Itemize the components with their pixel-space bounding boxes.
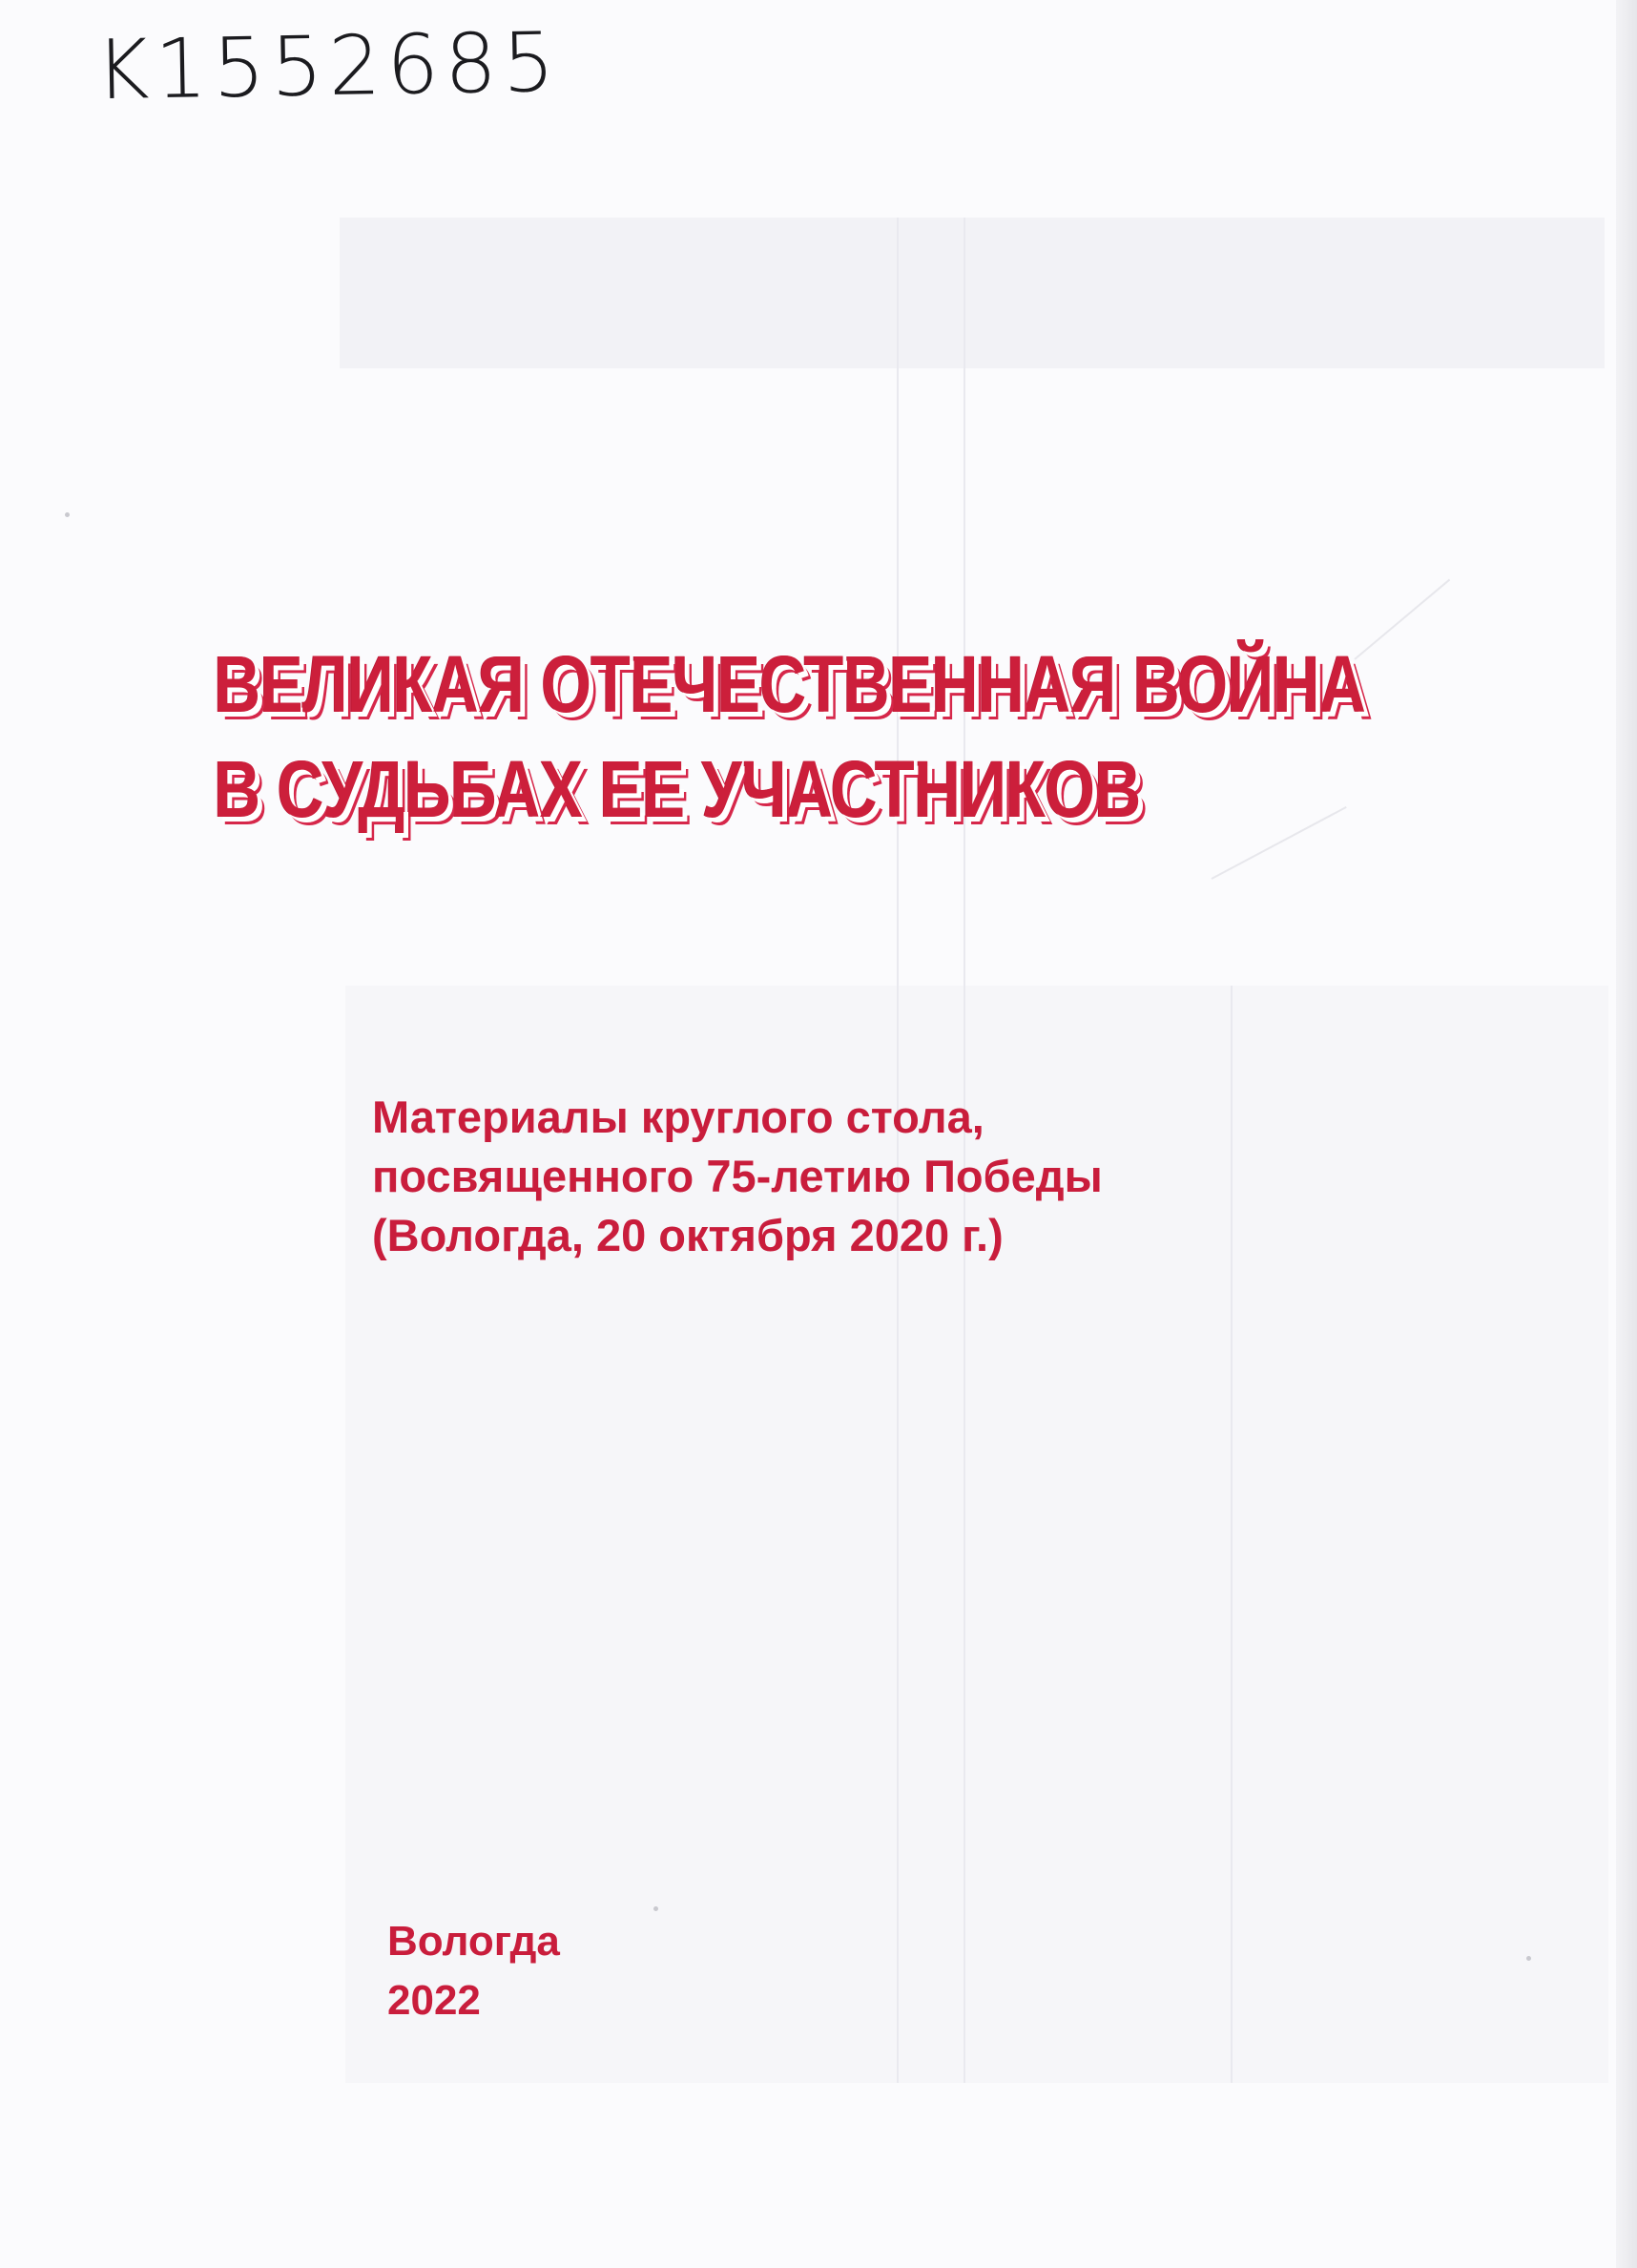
book-title-line: В СУДЬБАХ ЕЕ УЧАСТНИКОВ [214, 744, 1141, 834]
paper-speck [65, 512, 70, 517]
fold-mark [1354, 579, 1450, 660]
imprint-year: 2022 [387, 1977, 481, 2024]
imprint [387, 1912, 560, 2030]
book-subtitle [372, 1088, 1103, 1265]
subtitle-line: Материалы круглого стола, [372, 1092, 984, 1142]
tinted-band-top [340, 218, 1605, 368]
paper-speck [653, 1906, 658, 1911]
subtitle-line: (Вологда, 20 октября 2020 г.) [372, 1210, 1004, 1260]
cover-edge [1616, 0, 1637, 2268]
subtitle-line: посвященного 75-летию Победы [372, 1151, 1103, 1201]
guide-line [1231, 986, 1233, 2083]
book-title [214, 632, 1365, 842]
book-title-line: ВЕЛИКАЯ ОТЕЧЕСТВЕННАЯ ВОЙНА [214, 639, 1366, 729]
imprint-city: Вологда [387, 1918, 560, 1965]
handwritten-inventory-code: K1552685 [94, 14, 562, 119]
paper-speck [1526, 1956, 1531, 1961]
